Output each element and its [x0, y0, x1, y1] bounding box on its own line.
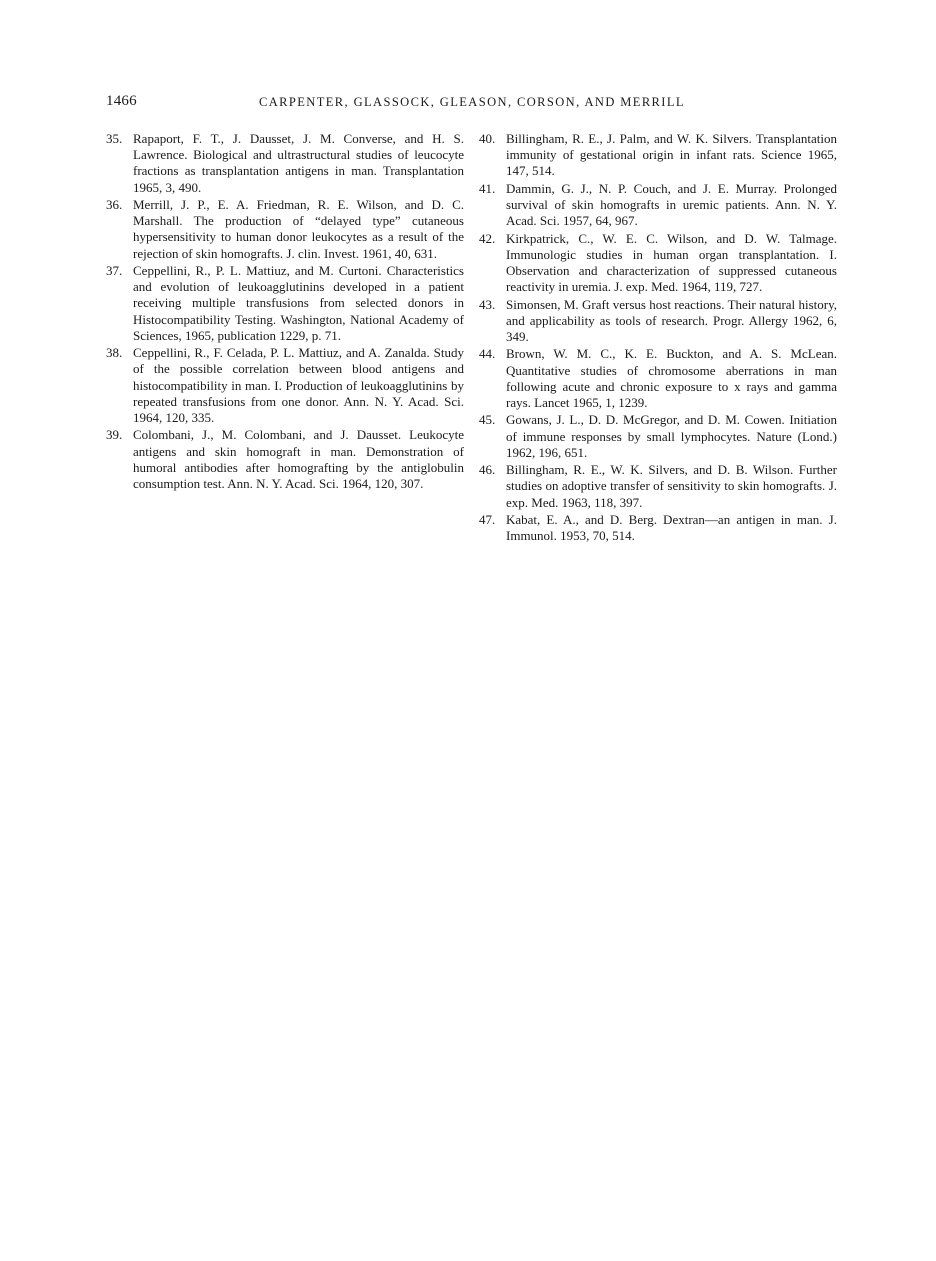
- reference-number: 43.: [479, 296, 496, 312]
- reference-number: 42.: [479, 230, 496, 246]
- reference-item: [479, 412, 837, 461]
- reference-number: 41.: [479, 180, 496, 196]
- reference-text: Rapaport, F. T., J. Dausset, J. M. Converse, and H. S. Lawrence. Biological and ultrastructural studies of leucocyte fractions as transplantation antigens in man. Transplantation 1965, 3, 490.: [133, 131, 464, 195]
- page-header: [106, 93, 836, 113]
- reference-number: 44.: [479, 346, 496, 362]
- reference-item: [479, 512, 837, 544]
- reference-item: [106, 427, 464, 492]
- reference-item: [479, 131, 837, 180]
- reference-item: [106, 345, 464, 426]
- reference-text: Kabat, E. A., and D. Berg. Dextran—an antigen in man. J. Immunol. 1953, 70, 514.: [506, 511, 837, 544]
- reference-item: [479, 297, 837, 346]
- reference-text: Dammin, G. J., N. P. Couch, and J. E. Murray. Prolonged survival of skin homografts in uremic patients. Ann. N. Y. Acad. Sci. 1957, 64, 967.: [506, 180, 837, 229]
- reference-item: [479, 346, 837, 411]
- reference-text: Billingham, R. E., J. Palm, and W. K. Silvers. Transplantation immunity of gestational origin in infant rats. Science 1965, 147, 514.: [506, 131, 837, 179]
- reference-text: Colombani, J., M. Colombani, and J. Dausset. Leukocyte antigens and skin homograft in man. Demonstration of humoral antibodies after homografting by the antiglobulin consumption test. Ann. N. Y. Acad. Sci. 1964, 120, 307.: [133, 427, 464, 492]
- reference-text: Simonsen, M. Graft versus host reactions. Their natural history, and applicability as tools of research. Progr. Allergy 1962, 6, 349.: [506, 296, 837, 344]
- reference-number: 37.: [106, 263, 123, 278]
- reference-number: 47.: [479, 511, 496, 527]
- reference-text: Brown, W. M. C., K. E. Buckton, and A. S. McLean. Quantitative studies of chromosome aberrations in man following acute and chronic exposure to x rays and gamma rays. Lancet 1965, 1, 1239.: [506, 346, 837, 410]
- reference-text: Billingham, R. E., W. K. Silvers, and D. B. Wilson. Further studies on adoptive transfer of sensitivity to skin homografts. J. exp. Med. 1963, 118, 397.: [506, 462, 837, 510]
- reference-number: 40.: [479, 131, 496, 146]
- reference-number: 45.: [479, 412, 496, 428]
- reference-item: [106, 263, 464, 344]
- references-right-column: [479, 131, 837, 546]
- reference-number: 38.: [106, 345, 123, 361]
- reference-text: Kirkpatrick, C., W. E. C. Wilson, and D. W. Talmage. Immunologic studies in human organ transplantation. I. Observation and characterization of suppressed cutaneous reactivity in uremia. J. exp. Med. 1964, 119, 727.: [506, 230, 837, 295]
- reference-item: [479, 462, 837, 511]
- reference-item: [479, 231, 837, 296]
- reference-number: 46.: [479, 462, 496, 478]
- reference-number: 35.: [106, 131, 123, 146]
- reference-item: [106, 197, 464, 262]
- running-head: CARPENTER, GLASSOCK, GLEASON, CORSON, AND MERRILL: [259, 95, 685, 109]
- page-number: 1466: [106, 93, 137, 109]
- reference-item: [479, 181, 837, 230]
- reference-text: Gowans, J. L., D. D. McGregor, and D. M. Cowen. Initiation of immune responses by small lymphocytes. Nature (Lond.) 1962, 196, 651.: [506, 412, 837, 460]
- reference-text: Merrill, J. P., E. A. Friedman, R. E. Wilson, and D. C. Marshall. The production of “delayed type” cutaneous hypersensitivity to human donor leukocytes as a result of the rejection of skin homografts. J. clin. Invest. 1961, 40, 631.: [133, 197, 464, 261]
- reference-number: 39.: [106, 427, 123, 443]
- reference-text: Ceppellini, R., P. L. Mattiuz, and M. Curtoni. Characteristics and evolution of leukoagglutinins developed in a patient receiving multiple transfusions from selected donors in Histocompatibility Testing. Washington, National Academy of Sciences, 1965, publication 1229, p. 71.: [133, 263, 464, 343]
- reference-number: 36.: [106, 197, 123, 212]
- references-left-column: [106, 131, 464, 493]
- reference-item: [106, 131, 464, 196]
- reference-text: Ceppellini, R., F. Celada, P. L. Mattiuz, and A. Zanalda. Study of the possible correlation between blood antigens and histocompatibility in man. I. Production of leukoagglutinins by repeated transfusions from one donor. Ann. N. Y. Acad. Sci. 1964, 120, 335.: [133, 345, 464, 426]
